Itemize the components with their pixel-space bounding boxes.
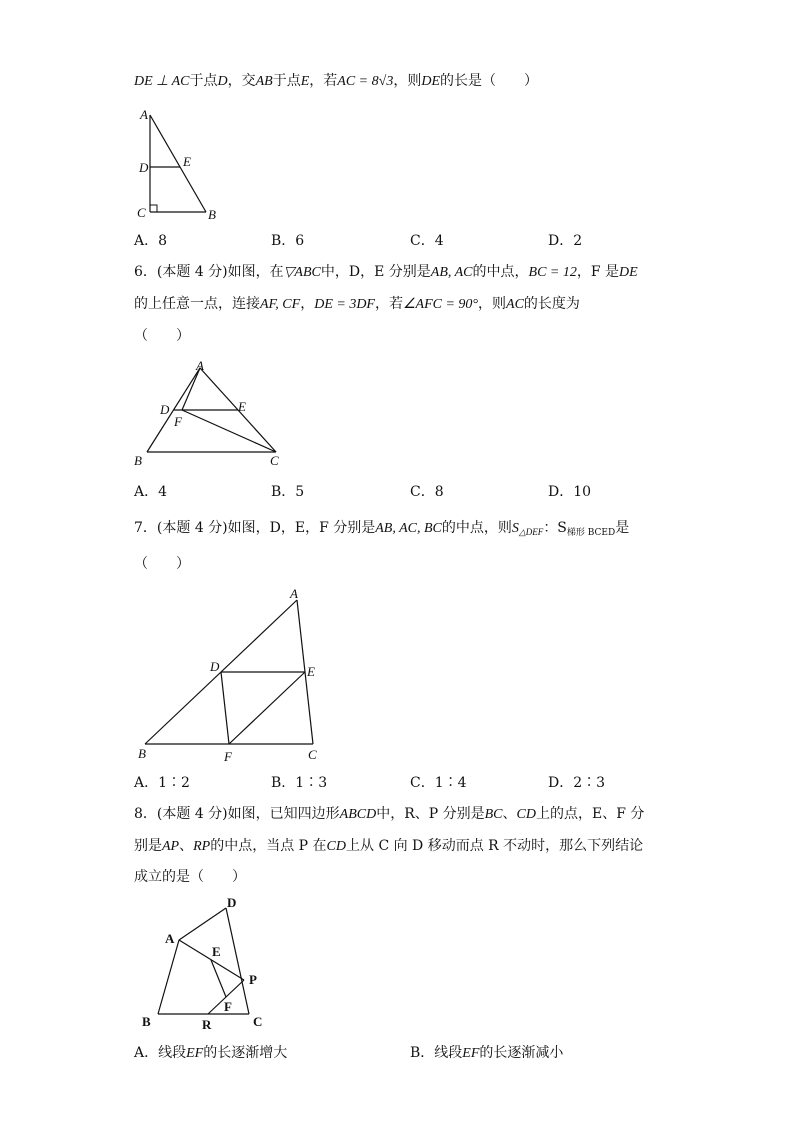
- q5-seg-de: DE: [421, 74, 440, 89]
- q8-text: 上的点，E、F 分: [535, 806, 645, 822]
- q6-de-eq: DE = 3DF: [314, 297, 375, 312]
- q6-option-c[interactable]: C．8: [410, 484, 444, 500]
- q8-text: 、: [179, 838, 194, 854]
- q5-seg-ab: AB: [255, 74, 273, 89]
- q5-point-d: D: [217, 74, 228, 89]
- q7-label-b: B: [138, 746, 146, 761]
- q6-text: 的上任意一点，连接: [134, 296, 260, 312]
- q5-side-ab: [150, 115, 206, 212]
- q5-label-a: A: [140, 107, 148, 122]
- q7-segment-ef: [229, 672, 305, 744]
- q8-label-r: R: [202, 1017, 212, 1032]
- q5-option-d[interactable]: D．2: [548, 233, 583, 249]
- q7-option-c[interactable]: C．1∶4: [410, 775, 467, 791]
- q6-seg-de: DE: [619, 265, 638, 280]
- q5-right-angle-mark: [150, 205, 157, 212]
- q5-option-c[interactable]: C．4: [410, 233, 444, 249]
- q5-ac-value: AC = 8√3: [337, 74, 394, 89]
- q6-text: ，则: [478, 296, 507, 312]
- q6-option-a[interactable]: A．4: [134, 484, 168, 500]
- q6-answer-blank: （ ）: [134, 328, 190, 344]
- q8-option-a-text: 的长逐渐增大: [203, 1045, 288, 1061]
- q5-label-d: D: [139, 160, 149, 175]
- q7-text: 的中点，则: [441, 520, 512, 536]
- q8-seg-rp: RP: [193, 839, 211, 854]
- q6-option-b[interactable]: B．5: [271, 484, 305, 500]
- q8-stem-line3: 成立的是（ ）: [134, 869, 246, 885]
- q6-label-a: A: [196, 358, 204, 373]
- q8-label-d: D: [227, 895, 237, 910]
- q7-area-s: S: [511, 521, 519, 536]
- q8-option-a-var: EF: [186, 1046, 204, 1061]
- q6-label-f: F: [174, 414, 182, 429]
- q7-area-sub-bced: 梯形 BCED: [566, 528, 616, 538]
- q7-area-sub-def: △DEF: [518, 527, 544, 537]
- q8-text: 上从 C 向 D 移动而点 R 不动时，那么下列结论: [346, 838, 644, 854]
- q6-text: ，F 是: [576, 264, 620, 280]
- q8-option-a[interactable]: [134, 1043, 287, 1064]
- q6-text: 中，D，E 分别是: [320, 264, 431, 280]
- q6-label-b: B: [134, 453, 142, 468]
- q5-stem-line1: [134, 71, 538, 92]
- q7-label-a: A: [290, 586, 298, 601]
- q5-label-e: E: [183, 154, 191, 169]
- q7-label-d: D: [210, 659, 220, 674]
- q8-label-b: B: [142, 1014, 151, 1029]
- q8-text: 、: [502, 806, 517, 822]
- q8-side-ad: [179, 908, 226, 940]
- q8-option-b[interactable]: [410, 1043, 563, 1064]
- q6-segment-fc: [182, 410, 276, 452]
- q6-label-c: C: [270, 453, 279, 468]
- q8-option-a-text: A．线段: [134, 1045, 187, 1061]
- q5-text: 于点: [189, 73, 218, 89]
- q7-option-d[interactable]: D．2∶3: [548, 775, 606, 791]
- q6-option-d[interactable]: D．10: [548, 484, 592, 500]
- q6-bc-value: BC = 12: [528, 265, 577, 280]
- q6-angle: ∠AFC = 90°: [402, 297, 479, 312]
- q5-point-e: E: [300, 74, 310, 89]
- q5-label-c: C: [137, 205, 146, 220]
- q5-label-b: B: [208, 207, 216, 222]
- q6-segment-af: [182, 368, 200, 410]
- q7-stem-line1: [134, 518, 629, 543]
- q7-label-c: C: [308, 747, 317, 762]
- q6-af-cf: AF, CF: [260, 297, 301, 312]
- q8-seg-bc: BC: [484, 807, 503, 822]
- q8-figure: [128, 892, 278, 1042]
- q8-label-p: P: [249, 972, 257, 987]
- q6-figure: [130, 358, 290, 473]
- q7-option-b[interactable]: B．1∶3: [271, 775, 328, 791]
- q7-text: ：S: [543, 520, 567, 536]
- q8-segment-ef: [211, 960, 226, 997]
- q8-text: 的中点，当点 P 在: [210, 838, 327, 854]
- q5-perp: DE ⊥ AC: [134, 74, 190, 89]
- q6-label-e: E: [238, 399, 246, 414]
- q6-stem-line2: [134, 294, 580, 315]
- q6-label-d: D: [160, 402, 170, 417]
- q8-label-c: C: [253, 1014, 263, 1029]
- q8-text: 别是: [134, 838, 162, 854]
- q5-text: ，则: [393, 73, 422, 89]
- q6-stem-line1: [134, 262, 638, 283]
- q5-answer-blank: 的长是（ ）: [440, 73, 538, 89]
- q8-option-b-text: 的长逐渐减小: [479, 1045, 564, 1061]
- q6-segments: AB, AC: [430, 265, 473, 280]
- q7-text: 7．(本题 4 分)如图，D，E，F 分别是: [134, 520, 376, 536]
- q6-text: 6．(本题 4 分)如图，在: [134, 264, 284, 280]
- q7-option-a[interactable]: A．1∶2: [134, 775, 190, 791]
- q7-answer-blank: （ ）: [134, 556, 190, 572]
- q8-label-e: E: [212, 944, 221, 959]
- q8-stem-line1: [134, 804, 644, 825]
- q8-seg-cd: CD: [516, 807, 536, 822]
- q8-stem-line2: [134, 836, 643, 857]
- q7-figure: [130, 585, 330, 767]
- q5-text: ，交: [227, 73, 256, 89]
- q8-text: 中，R、P 分别是: [376, 806, 485, 822]
- q5-option-b[interactable]: B．6: [271, 233, 305, 249]
- q7-segments: AB, AC, BC: [375, 521, 442, 536]
- q6-seg-ac: AC: [506, 297, 524, 312]
- q6-text: 的中点，: [472, 264, 529, 280]
- q5-text: 于点: [272, 73, 301, 89]
- q5-option-a[interactable]: A．8: [134, 233, 168, 249]
- q8-side-ab: [158, 940, 179, 1014]
- q8-text: 8．(本题 4 分)如图，已知四边形: [134, 806, 340, 822]
- q8-option-b-var: EF: [462, 1046, 480, 1061]
- q6-text: 的长度为: [523, 296, 580, 312]
- q6-triangle: ▽ABC: [283, 265, 321, 280]
- q8-seg-ap: AP: [162, 839, 180, 854]
- q8-quad: ABCD: [339, 807, 377, 822]
- q7-label-e: E: [307, 664, 315, 679]
- q7-label-f: F: [224, 749, 232, 764]
- q6-text: ，若: [374, 296, 403, 312]
- q5-text: ，若: [309, 73, 338, 89]
- q8-label-f: F: [224, 999, 232, 1014]
- q5-figure: [130, 105, 230, 225]
- q6-text: ，: [300, 296, 315, 312]
- q7-segment-df: [221, 672, 229, 744]
- q8-seg-cd: CD: [326, 839, 346, 854]
- q8-label-a: A: [165, 931, 175, 946]
- q8-option-b-text: B．线段: [410, 1045, 463, 1061]
- q7-text: 是: [615, 520, 630, 536]
